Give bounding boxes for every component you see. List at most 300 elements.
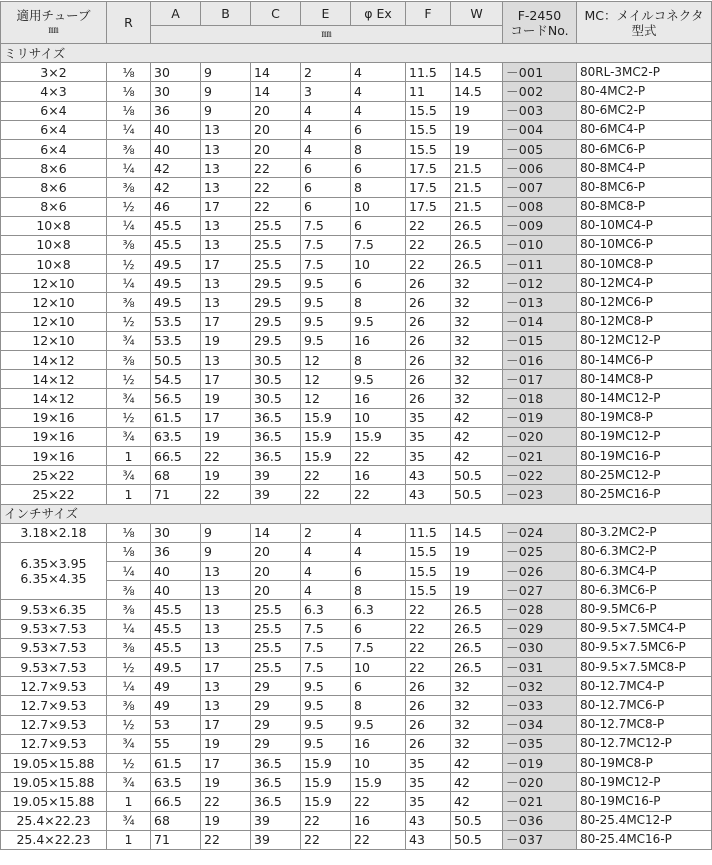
tube-size-cell: 6×4 (1, 120, 107, 139)
w-cell: 32 (451, 274, 503, 293)
r-cell: ¾ (107, 466, 151, 485)
c-cell: 29 (251, 715, 301, 734)
b-cell: 13 (201, 159, 251, 178)
header-code (503, 2, 577, 44)
phi-ex-cell: 6 (351, 120, 406, 139)
f-cell: 35 (406, 427, 451, 446)
e-cell: 2 (301, 63, 351, 82)
model-cell: 80-6MC4-P (577, 120, 712, 139)
model-cell: 80-12.7MC8-P (577, 715, 712, 734)
e-cell: 15.9 (301, 753, 351, 772)
code-cell: －024 (503, 523, 577, 542)
r-cell: ⅛ (107, 542, 151, 561)
a-cell: 45.5 (151, 619, 201, 638)
code-cell: －008 (503, 197, 577, 216)
c-cell: 25.5 (251, 235, 301, 254)
tube-size-cell: 6×4 (1, 139, 107, 158)
model-cell: 80-25.4MC12-P (577, 811, 712, 830)
header-tube-unit: ㎜ (48, 24, 59, 36)
c-cell: 29.5 (251, 274, 301, 293)
tube-size-cell: 4×3 (1, 82, 107, 101)
r-cell: ½ (107, 312, 151, 331)
f-cell: 22 (406, 619, 451, 638)
b-cell: 19 (201, 734, 251, 753)
c-cell: 36.5 (251, 446, 301, 465)
tube-size-cell: 14×12 (1, 389, 107, 408)
f-cell: 26 (406, 389, 451, 408)
phi-ex-cell: 10 (351, 753, 406, 772)
code-cell: －027 (503, 581, 577, 600)
table-row (1, 178, 712, 197)
table-row (1, 293, 712, 312)
r-cell: ⅜ (107, 600, 151, 619)
e-cell: 9.5 (301, 293, 351, 312)
model-cell: 80-14MC8-P (577, 370, 712, 389)
b-cell: 13 (201, 178, 251, 197)
r-cell: ½ (107, 408, 151, 427)
e-cell: 6 (301, 159, 351, 178)
c-cell: 25.5 (251, 216, 301, 235)
r-cell: ½ (107, 753, 151, 772)
e-cell: 9.5 (301, 734, 351, 753)
phi-ex-cell: 15.9 (351, 427, 406, 446)
model-cell: 80-9.5MC6-P (577, 600, 712, 619)
f-cell: 43 (406, 830, 451, 849)
model-cell: 80-9.5×7.5MC8-P (577, 658, 712, 677)
header-dims-unit: ㎜ (151, 26, 503, 44)
r-cell: ¾ (107, 389, 151, 408)
table-row (1, 101, 712, 120)
code-cell: －035 (503, 734, 577, 753)
r-cell: ½ (107, 255, 151, 274)
e-cell: 9.5 (301, 677, 351, 696)
tube-size-cell: 14×12 (1, 370, 107, 389)
c-cell: 20 (251, 562, 301, 581)
f-cell: 15.5 (406, 120, 451, 139)
phi-ex-cell: 8 (351, 696, 406, 715)
phi-ex-cell: 15.9 (351, 773, 406, 792)
r-cell: ⅜ (107, 351, 151, 370)
w-cell: 42 (451, 773, 503, 792)
e-cell: 9.5 (301, 696, 351, 715)
model-cell: 80-9.5×7.5MC4-P (577, 619, 712, 638)
table-row (1, 600, 712, 619)
e-cell: 7.5 (301, 216, 351, 235)
f-cell: 26 (406, 312, 451, 331)
code-cell: －021 (503, 446, 577, 465)
r-cell: ¼ (107, 619, 151, 638)
code-cell: －020 (503, 427, 577, 446)
a-cell: 30 (151, 82, 201, 101)
code-cell: －036 (503, 811, 577, 830)
c-cell: 36.5 (251, 753, 301, 772)
c-cell: 22 (251, 178, 301, 197)
b-cell: 19 (201, 331, 251, 350)
code-cell: －011 (503, 255, 577, 274)
phi-ex-cell: 22 (351, 446, 406, 465)
r-cell: ½ (107, 715, 151, 734)
table-row (1, 638, 712, 657)
tube-size-cell: 25.4×22.23 (1, 811, 107, 830)
b-cell: 22 (201, 446, 251, 465)
header-tube (1, 2, 107, 44)
e-cell: 6 (301, 197, 351, 216)
w-cell: 50.5 (451, 830, 503, 849)
w-cell: 21.5 (451, 197, 503, 216)
c-cell: 20 (251, 581, 301, 600)
w-cell: 42 (451, 753, 503, 772)
e-cell: 22 (301, 466, 351, 485)
b-cell: 19 (201, 389, 251, 408)
model-cell: 80-12MC6-P (577, 293, 712, 312)
spec-table (0, 1, 712, 850)
phi-ex-cell: 10 (351, 197, 406, 216)
table-row (1, 351, 712, 370)
f-cell: 26 (406, 715, 451, 734)
tube-size-cell: 9.53×6.35 (1, 600, 107, 619)
f-cell: 15.5 (406, 562, 451, 581)
a-cell: 49.5 (151, 293, 201, 312)
w-cell: 19 (451, 581, 503, 600)
model-cell: 80-14MC6-P (577, 351, 712, 370)
code-cell: －017 (503, 370, 577, 389)
e-cell: 4 (301, 542, 351, 561)
code-cell: －019 (503, 753, 577, 772)
phi-ex-cell: 6 (351, 216, 406, 235)
model-cell: 80-19MC8-P (577, 408, 712, 427)
b-cell: 17 (201, 312, 251, 331)
phi-ex-cell: 9.5 (351, 312, 406, 331)
code-cell: －021 (503, 792, 577, 811)
phi-ex-cell: 8 (351, 581, 406, 600)
section-row (1, 44, 712, 63)
tube-size-cell (1, 542, 107, 600)
code-cell: －020 (503, 773, 577, 792)
b-cell: 17 (201, 408, 251, 427)
phi-ex-cell: 10 (351, 255, 406, 274)
w-cell: 21.5 (451, 159, 503, 178)
a-cell: 61.5 (151, 753, 201, 772)
b-cell: 13 (201, 120, 251, 139)
code-cell: －023 (503, 485, 577, 504)
c-cell: 25.5 (251, 638, 301, 657)
code-cell: －005 (503, 139, 577, 158)
table-row (1, 523, 712, 542)
a-cell: 61.5 (151, 408, 201, 427)
table-row (1, 159, 712, 178)
r-cell: ¾ (107, 427, 151, 446)
table-row (1, 562, 712, 581)
b-cell: 13 (201, 216, 251, 235)
tube-size-cell: 8×6 (1, 197, 107, 216)
a-cell: 49.5 (151, 658, 201, 677)
b-cell: 13 (201, 696, 251, 715)
table-row (1, 715, 712, 734)
code-cell: －028 (503, 600, 577, 619)
header-code-line2: コードNo. (510, 22, 569, 38)
code-cell: －026 (503, 562, 577, 581)
e-cell: 7.5 (301, 255, 351, 274)
b-cell: 22 (201, 830, 251, 849)
table-row (1, 312, 712, 331)
f-cell: 26 (406, 696, 451, 715)
code-cell: －019 (503, 408, 577, 427)
tube-size-cell: 19.05×15.88 (1, 792, 107, 811)
b-cell: 19 (201, 773, 251, 792)
b-cell: 17 (201, 753, 251, 772)
tube-size-cell: 3.18×2.18 (1, 523, 107, 542)
f-cell: 26 (406, 370, 451, 389)
r-cell: ½ (107, 197, 151, 216)
table-row (1, 466, 712, 485)
table-row (1, 63, 712, 82)
w-cell: 42 (451, 446, 503, 465)
phi-ex-cell: 4 (351, 63, 406, 82)
c-cell: 30.5 (251, 370, 301, 389)
b-cell: 9 (201, 82, 251, 101)
c-cell: 30.5 (251, 351, 301, 370)
header-code-line1: F-2450 (517, 7, 562, 23)
c-cell: 20 (251, 139, 301, 158)
tube-size-cell: 14×12 (1, 351, 107, 370)
e-cell: 12 (301, 351, 351, 370)
table-row (1, 677, 712, 696)
table-row (1, 581, 712, 600)
phi-ex-cell: 6.3 (351, 600, 406, 619)
c-cell: 20 (251, 542, 301, 561)
a-cell: 45.5 (151, 216, 201, 235)
r-cell: ⅜ (107, 235, 151, 254)
tube-size-cell: 10×8 (1, 235, 107, 254)
model-cell: 80-12.7MC4-P (577, 677, 712, 696)
phi-ex-cell: 4 (351, 101, 406, 120)
r-cell: 1 (107, 830, 151, 849)
a-cell: 53 (151, 715, 201, 734)
phi-ex-cell: 16 (351, 734, 406, 753)
r-cell: ⅛ (107, 101, 151, 120)
e-cell: 7.5 (301, 658, 351, 677)
table-row (1, 696, 712, 715)
table-row (1, 542, 712, 561)
tube-size-cell: 12.7×9.53 (1, 696, 107, 715)
b-cell: 22 (201, 485, 251, 504)
table-row (1, 408, 712, 427)
model-cell: 80-8MC6-P (577, 178, 712, 197)
c-cell: 29 (251, 734, 301, 753)
phi-ex-cell: 4 (351, 523, 406, 542)
b-cell: 9 (201, 542, 251, 561)
e-cell: 6.3 (301, 600, 351, 619)
b-cell: 13 (201, 274, 251, 293)
w-cell: 32 (451, 715, 503, 734)
r-cell: 1 (107, 446, 151, 465)
table-row (1, 82, 712, 101)
c-cell: 36.5 (251, 408, 301, 427)
code-cell: －018 (503, 389, 577, 408)
f-cell: 35 (406, 408, 451, 427)
w-cell: 42 (451, 427, 503, 446)
table-row (1, 734, 712, 753)
f-cell: 26 (406, 293, 451, 312)
table-row (1, 235, 712, 254)
header-a: A (151, 2, 201, 26)
code-cell: －015 (503, 331, 577, 350)
tube-size-line2: 6.35×4.35 (20, 571, 87, 587)
a-cell: 49 (151, 677, 201, 696)
phi-ex-cell: 6 (351, 562, 406, 581)
table-row (1, 485, 712, 504)
r-cell: ¼ (107, 216, 151, 235)
tube-size-cell: 19×16 (1, 408, 107, 427)
e-cell: 15.9 (301, 427, 351, 446)
b-cell: 19 (201, 466, 251, 485)
a-cell: 63.5 (151, 773, 201, 792)
table-row (1, 197, 712, 216)
w-cell: 50.5 (451, 811, 503, 830)
e-cell: 4 (301, 562, 351, 581)
table-row (1, 389, 712, 408)
r-cell: ⅜ (107, 638, 151, 657)
c-cell: 29.5 (251, 312, 301, 331)
a-cell: 40 (151, 581, 201, 600)
c-cell: 25.5 (251, 255, 301, 274)
phi-ex-cell: 7.5 (351, 638, 406, 657)
tube-size-cell: 10×8 (1, 255, 107, 274)
w-cell: 14.5 (451, 523, 503, 542)
c-cell: 29.5 (251, 331, 301, 350)
c-cell: 14 (251, 523, 301, 542)
b-cell: 13 (201, 562, 251, 581)
f-cell: 26 (406, 351, 451, 370)
a-cell: 49 (151, 696, 201, 715)
c-cell: 25.5 (251, 600, 301, 619)
model-cell: 80RL-3MC2-P (577, 63, 712, 82)
b-cell: 19 (201, 427, 251, 446)
w-cell: 14.5 (451, 82, 503, 101)
tube-size-cell: 19×16 (1, 446, 107, 465)
table-row (1, 753, 712, 772)
model-cell: 80-25MC12-P (577, 466, 712, 485)
r-cell: ¼ (107, 274, 151, 293)
table-row (1, 658, 712, 677)
w-cell: 42 (451, 408, 503, 427)
header-c: C (251, 2, 301, 26)
section-row (1, 504, 712, 523)
b-cell: 17 (201, 370, 251, 389)
a-cell: 56.5 (151, 389, 201, 408)
model-cell: 80-19MC8-P (577, 753, 712, 772)
e-cell: 4 (301, 581, 351, 600)
r-cell: ⅜ (107, 178, 151, 197)
e-cell: 15.9 (301, 792, 351, 811)
e-cell: 7.5 (301, 619, 351, 638)
r-cell: ⅜ (107, 293, 151, 312)
a-cell: 30 (151, 63, 201, 82)
model-cell: 80-6.3MC6-P (577, 581, 712, 600)
w-cell: 19 (451, 101, 503, 120)
w-cell: 26.5 (451, 638, 503, 657)
header-tube-label: 適用チューブ (16, 7, 91, 23)
r-cell: ⅜ (107, 581, 151, 600)
header-r: R (107, 2, 151, 44)
r-cell: ¾ (107, 811, 151, 830)
f-cell: 43 (406, 466, 451, 485)
tube-size-cell: 25×22 (1, 485, 107, 504)
code-cell: －010 (503, 235, 577, 254)
f-cell: 35 (406, 792, 451, 811)
tube-size-cell: 19×16 (1, 427, 107, 446)
tube-size-cell: 25×22 (1, 466, 107, 485)
e-cell: 22 (301, 811, 351, 830)
model-cell: 80-8MC4-P (577, 159, 712, 178)
tube-size-cell: 9.53×7.53 (1, 619, 107, 638)
r-cell: ⅛ (107, 523, 151, 542)
code-cell: －037 (503, 830, 577, 849)
e-cell: 15.9 (301, 773, 351, 792)
e-cell: 6 (301, 178, 351, 197)
f-cell: 17.5 (406, 159, 451, 178)
model-cell: 80-12MC12-P (577, 331, 712, 350)
code-cell: －002 (503, 82, 577, 101)
a-cell: 36 (151, 542, 201, 561)
model-cell: 80-14MC12-P (577, 389, 712, 408)
c-cell: 36.5 (251, 773, 301, 792)
phi-ex-cell: 16 (351, 331, 406, 350)
a-cell: 68 (151, 466, 201, 485)
model-cell: 80-10MC4-P (577, 216, 712, 235)
r-cell: ¼ (107, 120, 151, 139)
f-cell: 22 (406, 638, 451, 657)
f-cell: 43 (406, 485, 451, 504)
model-cell: 80-9.5×7.5MC6-P (577, 638, 712, 657)
a-cell: 49.5 (151, 255, 201, 274)
table-row (1, 773, 712, 792)
table-row (1, 331, 712, 350)
w-cell: 32 (451, 677, 503, 696)
a-cell: 66.5 (151, 446, 201, 465)
r-cell: ¼ (107, 677, 151, 696)
a-cell: 63.5 (151, 427, 201, 446)
w-cell: 32 (451, 293, 503, 312)
c-cell: 22 (251, 197, 301, 216)
code-cell: －009 (503, 216, 577, 235)
b-cell: 13 (201, 293, 251, 312)
w-cell: 14.5 (451, 63, 503, 82)
phi-ex-cell: 16 (351, 811, 406, 830)
a-cell: 40 (151, 120, 201, 139)
phi-ex-cell: 9.5 (351, 715, 406, 734)
a-cell: 50.5 (151, 351, 201, 370)
tube-size-cell: 19.05×15.88 (1, 753, 107, 772)
f-cell: 15.5 (406, 101, 451, 120)
f-cell: 22 (406, 255, 451, 274)
e-cell: 15.9 (301, 446, 351, 465)
a-cell: 53.5 (151, 331, 201, 350)
phi-ex-cell: 10 (351, 408, 406, 427)
b-cell: 17 (201, 715, 251, 734)
f-cell: 35 (406, 773, 451, 792)
header-f: F (406, 2, 451, 26)
tube-size-cell: 12.7×9.53 (1, 677, 107, 696)
a-cell: 36 (151, 101, 201, 120)
a-cell: 45.5 (151, 600, 201, 619)
b-cell: 13 (201, 677, 251, 696)
f-cell: 11.5 (406, 523, 451, 542)
e-cell: 9.5 (301, 715, 351, 734)
f-cell: 22 (406, 600, 451, 619)
w-cell: 50.5 (451, 466, 503, 485)
code-cell: －030 (503, 638, 577, 657)
